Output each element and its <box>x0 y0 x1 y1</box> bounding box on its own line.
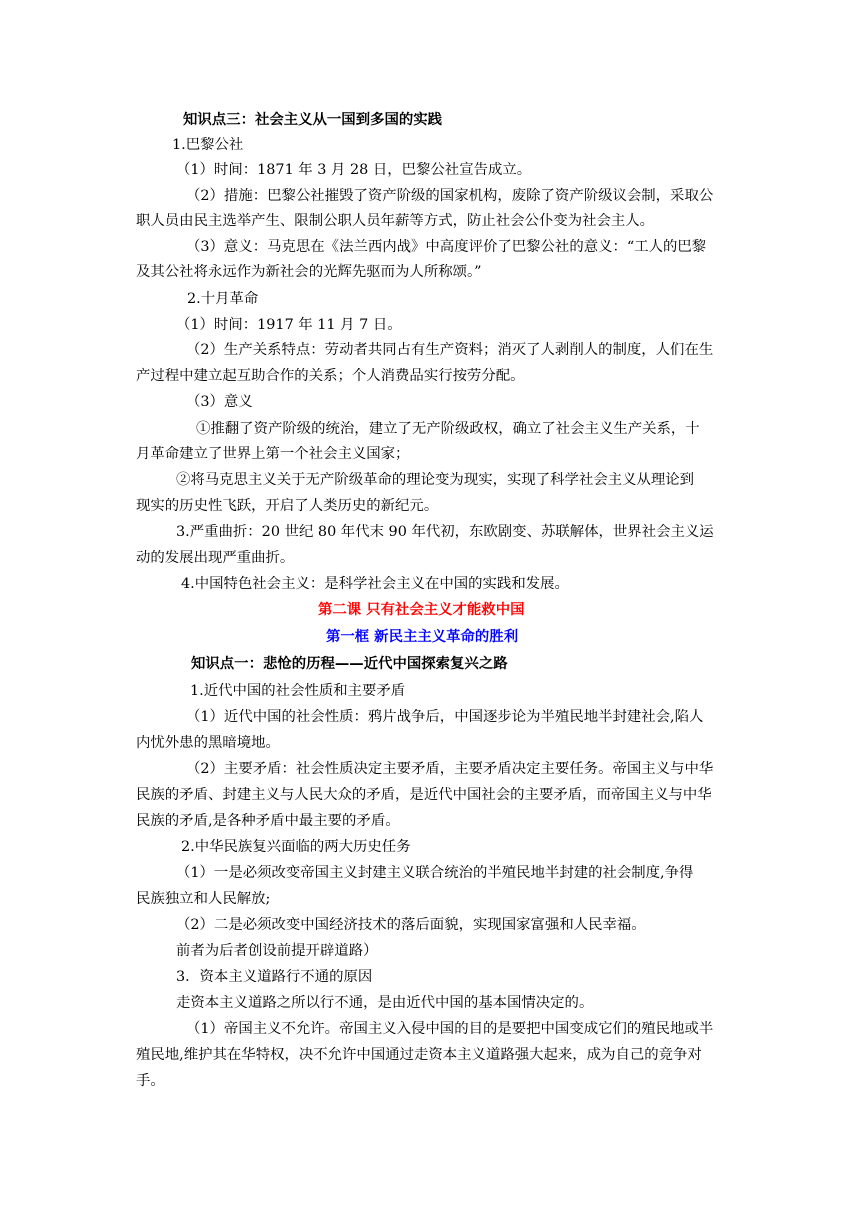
paragraph-line: （1）时间：1871 年 3 月 28 日，巴黎公社宣告成立。 <box>176 162 532 178</box>
paragraph-line: 手。 <box>136 1073 165 1089</box>
lesson-title: 第二课 只有社会主义才能救中国 <box>318 602 525 618</box>
subheading-october-revolution: 2.十月革命 <box>187 291 259 307</box>
paragraph-line: 产过程中建立起互助合作的关系；个人消费品实行按劳分配。 <box>136 368 525 384</box>
subheading-paris-commune: 1.巴黎公社 <box>172 137 244 153</box>
paragraph-line: 内忧外患的黑暗境地。 <box>136 735 280 751</box>
paragraph-line: 前者为后者创设前提开辟道路） <box>176 943 378 959</box>
subheading-two-tasks: 2.中华民族复兴面临的两大历史任务 <box>181 839 411 855</box>
paragraph-line: 职人员由民主选举产生、限制公职人员年薪等方式，防止社会公仆变为社会主人。 <box>136 213 655 229</box>
paragraph-line: （1）一是必须改变帝国主义封建主义联合统治的半殖民地半封建的社会制度,争得 <box>176 865 694 881</box>
paragraph-line: 民族的矛盾,是各种矛盾中最主要的矛盾。 <box>136 813 400 829</box>
paragraph-line: （2）主要矛盾：社会性质决定主要矛盾，主要矛盾决定主要任务。帝国主义与中华 <box>186 761 714 777</box>
paragraph-line: 3.严重曲折：20 世纪 80 年代末 90 年代初，东欧剧变、苏联解体，世界社会主义运 <box>176 524 714 540</box>
paragraph-line: （1）时间：1917 年 11 月 7 日。 <box>176 317 402 333</box>
paragraph-line: 动的发展出现严重曲折。 <box>136 550 295 566</box>
frame-title: 第一框 新民主主义革命的胜利 <box>326 629 519 645</box>
section-heading-knowledge-point-1: 知识点一：悲怆的历程——近代中国探索复兴之路 <box>191 656 508 672</box>
paragraph-line: 现实的历史性飞跃，开启了人类历史的新纪元。 <box>136 498 439 514</box>
paragraph-line: （3）意义 <box>186 394 253 410</box>
paragraph-line: 走资本主义道路之所以行不通，是由近代中国的基本国情决定的。 <box>176 995 594 1011</box>
paragraph-line: （1）近代中国的社会性质：鸦片战争后，中国逐步论为半殖民地半封建社会,陷人 <box>186 709 704 725</box>
paragraph-line: 殖民地,维护其在华特权，决不允许中国通过走资本主义道路强大起来，成为自己的竞争对 <box>136 1047 702 1063</box>
paragraph-line: （2）措施：巴黎公社摧毁了资产阶级的国家机构，废除了资产阶级议会制，采取公 <box>186 188 714 204</box>
paragraph-line: （2）二是必须改变中国经济技术的落后面貌，实现国家富强和人民幸福。 <box>176 917 646 933</box>
paragraph-line: （1）帝国主义不允许。帝国主义入侵中国的目的是要把中国变成它们的殖民地或半 <box>186 1021 714 1037</box>
paragraph-line: 及其公社将永远作为新社会的光辉先驱而为人所称颂。” <box>136 264 482 280</box>
paragraph-line: （2）生产关系特点：劳动者共同占有生产资料；消灭了人剥削人的制度，人们在生 <box>186 342 714 358</box>
paragraph-line: 民族独立和人民解放; <box>136 891 271 907</box>
paragraph-line: 民族的矛盾、封建主义与人民大众的矛盾，是近代中国社会的主要矛盾，而帝国主义与中华 <box>136 787 712 803</box>
section-heading-knowledge-point-3: 知识点三：社会主义从一国到多国的实践 <box>183 112 443 128</box>
subheading-capitalism-unworkable: 3．资本主义道路行不通的原因 <box>176 969 373 985</box>
subheading-social-nature: 1.近代中国的社会性质和主要矛盾 <box>190 683 406 699</box>
paragraph-line: ②将马克思主义关于无产阶级革命的理论变为现实，实现了科学社会主义从理论到 <box>176 472 695 488</box>
paragraph-line: 4.中国特色社会主义：是科学社会主义在中国的实践和发展。 <box>181 576 569 592</box>
paragraph-line: （3）意义：马克思在《法兰西内战》中高度评价了巴黎公社的意义：“工人的巴黎 <box>186 239 707 255</box>
paragraph-line: 月革命建立了世界上第一个社会主义国家； <box>136 446 410 462</box>
paragraph-line: ①推翻了资产阶级的统治，建立了无产阶级政权，确立了社会主义生产关系，十 <box>196 421 700 437</box>
